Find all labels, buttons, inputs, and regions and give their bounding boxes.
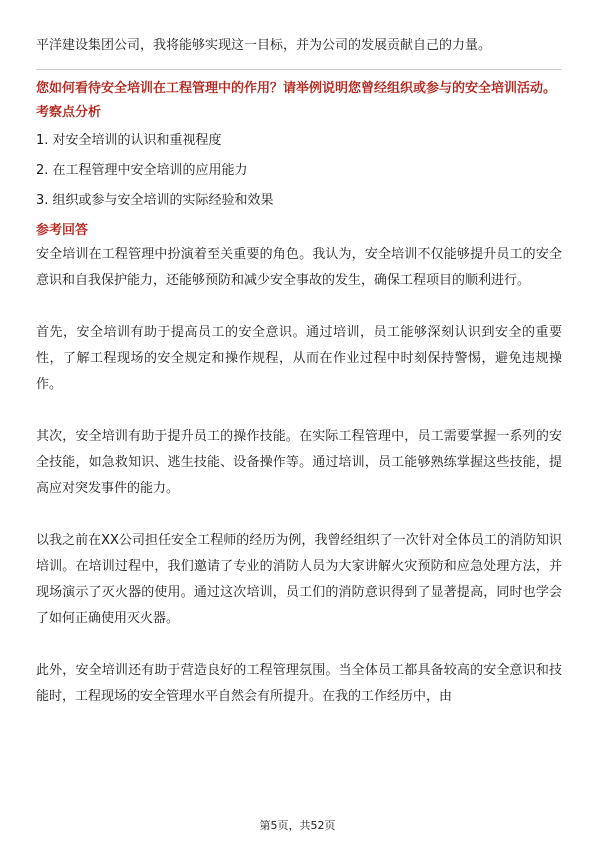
question-heading: 您如何看待安全培训在工程管理中的作用？请举例说明您曾经组织或参与的安全培训活动。 <box>36 81 557 96</box>
answer-paragraph: 此外，安全培训还有助于营造良好的工程管理氛围。当全体员工都具备较高的安全意识和技能时，工程现场的安全管理水平自然会有所提升。在我的工作经历中，由 <box>36 663 562 704</box>
page-content <box>36 34 562 736</box>
analysis-point: 3. 组织或参与安全培训的实际经验和效果 <box>36 193 274 208</box>
answer-paragraph: 首先，安全培训有助于提高员工的安全意识。通过培训，员工能够深刻认识到安全的重要性，了解工程现场的安全规定和操作规程，从而在作业过程中时刻保持警惕，避免违规操作。 <box>36 325 562 392</box>
analysis-points <box>36 126 562 216</box>
intro-line: 平洋建设集团公司，我将能够实现这一目标，并为公司的发展贡献自己的力量。 <box>36 38 492 53</box>
answer-title: 参考回答 <box>36 223 89 238</box>
analysis-point: 1. 对安全培训的认识和重视程度 <box>36 133 222 148</box>
analysis-point: 2. 在工程管理中安全培训的应用能力 <box>36 163 248 178</box>
analysis-title: 考察点分析 <box>36 105 102 120</box>
answer-paragraph: 安全培训在工程管理中扮演着至关重要的角色。我认为，安全培训不仅能够提升员工的安全意识和自我保护能力，还能够预防和减少安全事故的发生，确保工程项目的顺利进行。 <box>36 247 562 288</box>
answer-paragraph: 以我之前在XX公司担任安全工程师的经历为例，我曾经组织了一次针对全体员工的消防知识培训。在培训过程中，我们邀请了专业的消防人员为大家讲解火灾预防和应急处理方法，并现场演示了灭火器的使用。通过这次培训，员工们的消防意识得到了显著提高，同时也学会了如何正确使用灭火器。 <box>36 533 562 626</box>
section-divider <box>36 69 562 70</box>
answer-paragraph: 其次，安全培训有助于提升员工的操作技能。在实际工程管理中，员工需要掌握一系列的安全技能，如急救知识、逃生技能、设备操作等。通过培训，员工能够熟练掌握这些技能，提高应对突发事件的能力。 <box>36 429 562 496</box>
page-number: 第5页，共52页 <box>259 819 336 832</box>
